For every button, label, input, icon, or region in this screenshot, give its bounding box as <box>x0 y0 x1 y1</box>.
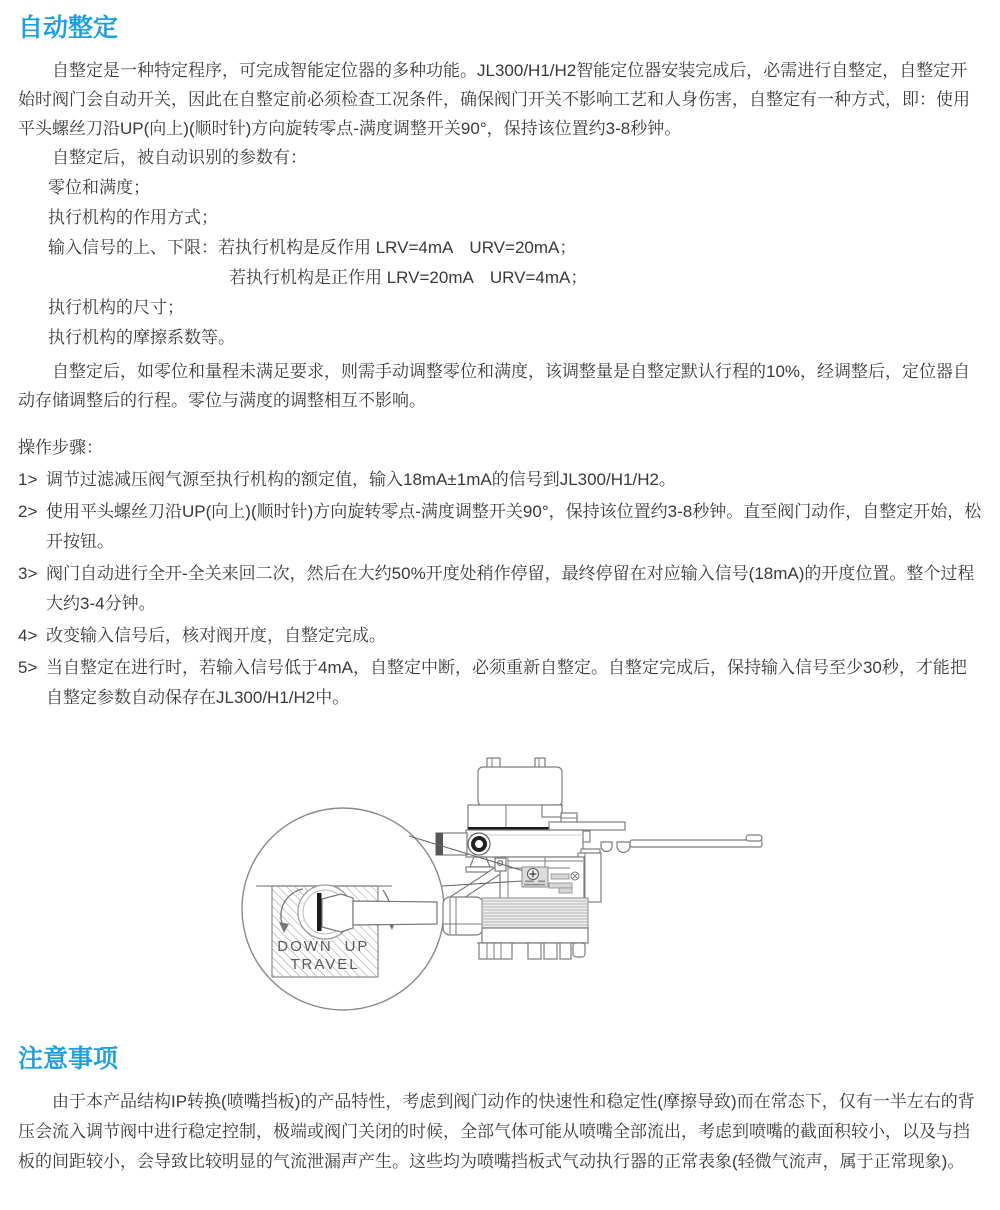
param-item: 执行机构的摩擦系数等。 <box>48 328 235 347</box>
param-item: 执行机构的尺寸； <box>48 298 184 317</box>
gauge-port-icon <box>468 833 490 855</box>
step-item-4 <box>18 621 982 651</box>
step-marker: 4> <box>18 626 38 645</box>
step-text: 改变输入信号后，核对阀开度，自整定完成。 <box>46 626 386 645</box>
positioner-device-drawing <box>436 758 762 959</box>
autotune-intro-paragraph: 自整定是一种特定程序，可完成智能定位器的多种功能。JL300/H1/H2智能定位器安装完成后，必需进行自整定，自整定开始时阀门会自动开关，因此在自整定前必须检查工况条件，确保阀门开关不影响工艺和人身伤害，自整定有一种方式，即：使用平头螺丝刀沿UP(向上)(顺时针)方向旋转零点-满度调整开关90°，保持该位置约3-8秒钟。 <box>18 61 970 138</box>
step-marker: 2> <box>18 502 38 521</box>
label-travel: TRAVEL <box>290 956 360 973</box>
param-item: 零位和满度； <box>48 178 150 197</box>
step-text: 阀门自动进行全开-全关来回二次，然后在大约50%开度处稍作停留，最终停留在对应输入信号(18mA)的开度位置。整个过程大约3-4分钟。 <box>46 564 975 613</box>
positioner-detail-figure <box>18 737 982 1033</box>
adjustment-screw-icon <box>522 867 548 887</box>
manual-adjust-paragraph: 自整定后，如零位和量程未满足要求，则需手动调整零位和满度，该调整量是自整定默认行程的10%，经调整后，定位器自动存储调整后的行程。零位与满度的调整相互不影响。 <box>18 362 971 410</box>
step-item-3 <box>18 559 982 619</box>
section-title-autotune: 自动整定 <box>18 14 119 42</box>
section-title-notes: 注意事项 <box>18 1045 119 1073</box>
positioner-diagram <box>225 737 790 1033</box>
screw-slot <box>317 893 322 931</box>
label-down: DOWN <box>277 938 333 955</box>
step-item-2 <box>18 497 982 557</box>
notes-paragraph: 由于本产品结构IP转换(喷嘴挡板)的产品特性，考虑到阀门动作的快速性和稳定性(摩擦导致)而在常态下，仅有一半左右的背压会流入调节阀中进行稳定控制，极端或阀门关闭的时候，全部气体可能从喷嘴全部流出，考虑到喷嘴的截面积较小，以及与挡板的间距较小，会导致比较明显的气流泄漏声产生。这些均为喷嘴挡板式气动执行器的正常表象(轻微气流声，属于正常现象)。 <box>18 1092 975 1171</box>
ribbed-block <box>482 898 588 943</box>
steps-title: 操作步骤： <box>18 438 103 457</box>
step-text: 调节过滤减压阀气源至执行机构的额定值，输入18mA±1mA的信号到JL300/H1/H2。 <box>46 470 676 489</box>
step-text: 当自整定在进行时，若输入信号低于4mA，自整定中断，必须重新自整定。自整定完成后，保持输入信号至少30秒，才能把自整定参数自动保存在JL300/H1/H2中。 <box>46 658 967 707</box>
param-item: 执行机构的作用方式； <box>48 208 218 227</box>
step-item-5 <box>18 653 982 713</box>
step-item-1 <box>18 465 982 495</box>
params-intro-line: 自整定后，被自动识别的参数有： <box>52 148 307 167</box>
step-text: 使用平头螺丝刀沿UP(向上)(顺时针)方向旋转零点-满度调整开关90°，保持该位置约3-8秒钟。直至阀门动作，自整定开始，松开按钮。 <box>46 502 982 551</box>
step-marker: 1> <box>18 470 38 489</box>
param-item: 输入信号的上、下限：若执行机构是反作用 LRV=4mA URV=20mA； <box>48 238 577 257</box>
param-item: 若执行机构是正作用 LRV=20mA URV=4mA； <box>229 268 588 287</box>
magnifier-circle <box>242 808 444 1010</box>
bottom-terminals <box>477 943 586 959</box>
step-marker: 5> <box>18 658 38 677</box>
feedback-arm <box>630 835 762 847</box>
step-marker: 3> <box>18 564 38 583</box>
label-up: UP <box>344 938 370 955</box>
